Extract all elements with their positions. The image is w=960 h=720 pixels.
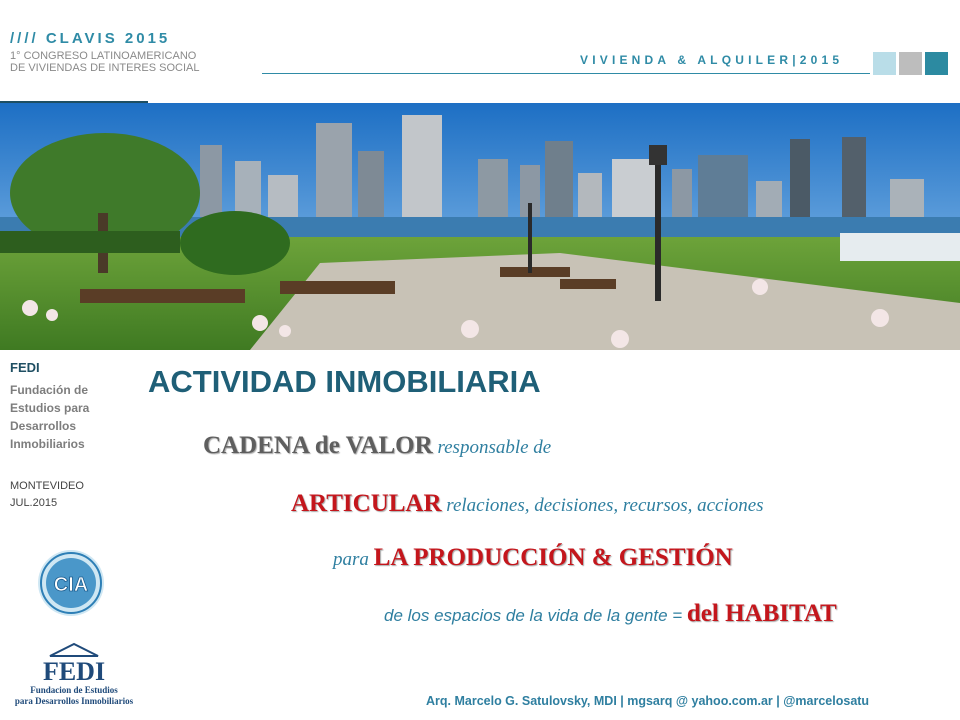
- slide-title: ACTIVIDAD INMOBILIARIA: [148, 364, 541, 399]
- sidebar-org-fullname: [10, 381, 89, 453]
- congress-title: //// CLAVIS 2015: [10, 30, 171, 47]
- articulate-text: ARTICULAR: [291, 490, 442, 517]
- value-chain-text: CADENA de VALOR: [203, 432, 433, 459]
- congress-subtitle-line2: DE VIVIENDAS DE INTERES SOCIAL: [10, 62, 200, 74]
- line1-rest: responsable de: [432, 437, 552, 458]
- statement-line-1: [203, 432, 551, 460]
- cia-logo-text: CIA: [53, 574, 89, 596]
- sidebar-org-line: Estudios para: [10, 401, 90, 415]
- fedi-logo-name: FEDI: [42, 657, 106, 686]
- sidebar-place-date: [10, 478, 84, 512]
- decor-square-grey: [899, 52, 922, 75]
- congress-subtitle: [10, 50, 200, 74]
- sidebar-place: MONTEVIDEO: [10, 480, 84, 492]
- line3-pre: para: [333, 549, 374, 570]
- line2-rest: relaciones, decisiones, recursos, acciones: [441, 495, 764, 516]
- statement-line-2: [291, 490, 764, 518]
- line4-pre: de los espacios de la vida de la gente =: [384, 606, 687, 625]
- habitat-text: del HABITAT: [686, 600, 837, 627]
- decor-square-light: [873, 52, 896, 75]
- author-credit: Arq. Marcelo G. Satulovsky, MDI | mgsarq @ yahoo.com.ar | @marcelosatu: [426, 694, 870, 708]
- production-management-text: LA PRODUCCIÓN & GESTIÓN: [373, 544, 733, 571]
- fedi-logo: [8, 642, 140, 712]
- cia-logo: [36, 548, 106, 618]
- fedi-logo-line2: para Desarrollos Inmobiliarios: [14, 696, 134, 706]
- sidebar-org-line: Desarrollos: [10, 419, 77, 433]
- header-tagline: VIVIENDA & ALQUILER|2015: [580, 53, 844, 67]
- statement-line-3: [333, 544, 733, 572]
- sidebar-org-name: FEDI: [10, 360, 40, 375]
- sidebar-org-line: Fundación de: [10, 383, 88, 397]
- header-divider: [262, 73, 870, 74]
- sidebar-org-line: Inmobiliarios: [10, 437, 85, 451]
- city-park-photo: [0, 103, 960, 350]
- decor-square-teal: [925, 52, 948, 75]
- fedi-logo-line1: Fundacion de Estudios: [30, 685, 118, 695]
- sidebar-date: JUL.2015: [10, 497, 58, 509]
- congress-subtitle-line1: 1° CONGRESO LATINOAMERICANO: [10, 50, 197, 62]
- statement-line-4: [384, 600, 837, 628]
